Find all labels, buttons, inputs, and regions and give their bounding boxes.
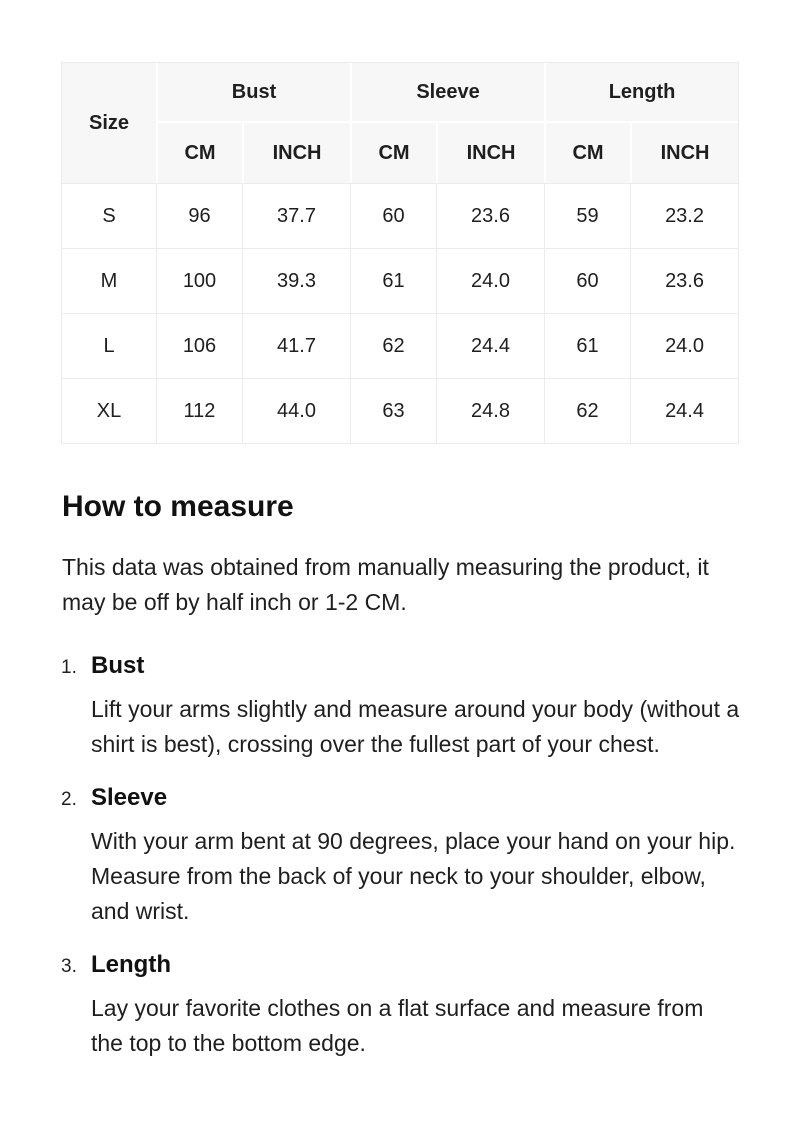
table-row <box>62 183 738 248</box>
bust-cm-cell: 106 <box>156 313 242 378</box>
size-cell: S <box>62 183 156 248</box>
sleeve-inch-cell: 23.6 <box>436 183 544 248</box>
size-cell: XL <box>62 378 156 443</box>
step-number: 2. <box>61 789 77 810</box>
bust-inch-cell: 44.0 <box>242 378 350 443</box>
step-body <box>91 652 740 762</box>
sleeve-inch-cell: 24.8 <box>436 378 544 443</box>
bust-column-group-header: Bust <box>156 63 350 123</box>
sleeve-inch-cell: 24.0 <box>436 248 544 313</box>
bust-cm-cell: 100 <box>156 248 242 313</box>
length-inch-cell: 23.6 <box>630 248 738 313</box>
step-number: 3. <box>61 956 77 977</box>
bust-inch-cell: 39.3 <box>242 248 350 313</box>
sleeve-cm-cell: 60 <box>350 183 436 248</box>
table-row <box>62 248 738 313</box>
how-to-measure-intro: This data was obtained from manually measuring the product, it may be off by half inch or 1-2 CM. <box>62 554 709 615</box>
bust-cm-header: CM <box>156 123 242 183</box>
length-inch-header: INCH <box>630 123 738 183</box>
table-row <box>62 378 738 443</box>
list-item <box>61 784 739 929</box>
sleeve-cm-cell: 61 <box>350 248 436 313</box>
step-title-length: Length <box>91 951 171 978</box>
sleeve-cm-cell: 62 <box>350 313 436 378</box>
step-description: Lift your arms slightly and measure around your body (without a shirt is best), crossing over the fullest part of your chest. <box>91 696 740 757</box>
length-inch-cell: 23.2 <box>630 183 738 248</box>
length-cm-cell: 60 <box>544 248 630 313</box>
table-header-row-units <box>62 123 738 183</box>
sleeve-inch-header: INCH <box>436 123 544 183</box>
sleeve-cm-cell: 63 <box>350 378 436 443</box>
bust-inch-header: INCH <box>242 123 350 183</box>
length-column-group-header: Length <box>544 63 738 123</box>
bust-inch-cell: 41.7 <box>242 313 350 378</box>
table-header-row-groups <box>62 63 738 123</box>
how-to-measure-title: How to measure <box>62 490 294 523</box>
sleeve-cm-header: CM <box>350 123 436 183</box>
bust-inch-cell: 37.7 <box>242 183 350 248</box>
step-body <box>91 951 740 1061</box>
length-inch-cell: 24.4 <box>630 378 738 443</box>
size-cell: M <box>62 248 156 313</box>
list-item <box>61 951 739 1061</box>
length-cm-cell: 59 <box>544 183 630 248</box>
step-title-sleeve: Sleeve <box>91 784 168 811</box>
size-chart-table <box>61 62 739 444</box>
list-item <box>61 652 739 762</box>
step-number: 1. <box>61 657 77 678</box>
size-column-header: Size <box>62 63 156 183</box>
bust-cm-cell: 96 <box>156 183 242 248</box>
table-row <box>62 313 738 378</box>
step-description: With your arm bent at 90 degrees, place your hand on your hip. Measure from the back of your neck to your shoulder, elbow, and wrist. <box>91 828 736 924</box>
length-cm-cell: 62 <box>544 378 630 443</box>
length-cm-header: CM <box>544 123 630 183</box>
length-inch-cell: 24.0 <box>630 313 738 378</box>
bust-cm-cell: 112 <box>156 378 242 443</box>
step-title-bust: Bust <box>91 652 145 679</box>
sleeve-column-group-header: Sleeve <box>350 63 544 123</box>
length-cm-cell: 61 <box>544 313 630 378</box>
measure-steps-list <box>61 652 739 1061</box>
step-description: Lay your favorite clothes on a flat surface and measure from the top to the bottom edge. <box>91 995 704 1056</box>
sleeve-inch-cell: 24.4 <box>436 313 544 378</box>
step-body <box>91 784 740 929</box>
size-cell: L <box>62 313 156 378</box>
